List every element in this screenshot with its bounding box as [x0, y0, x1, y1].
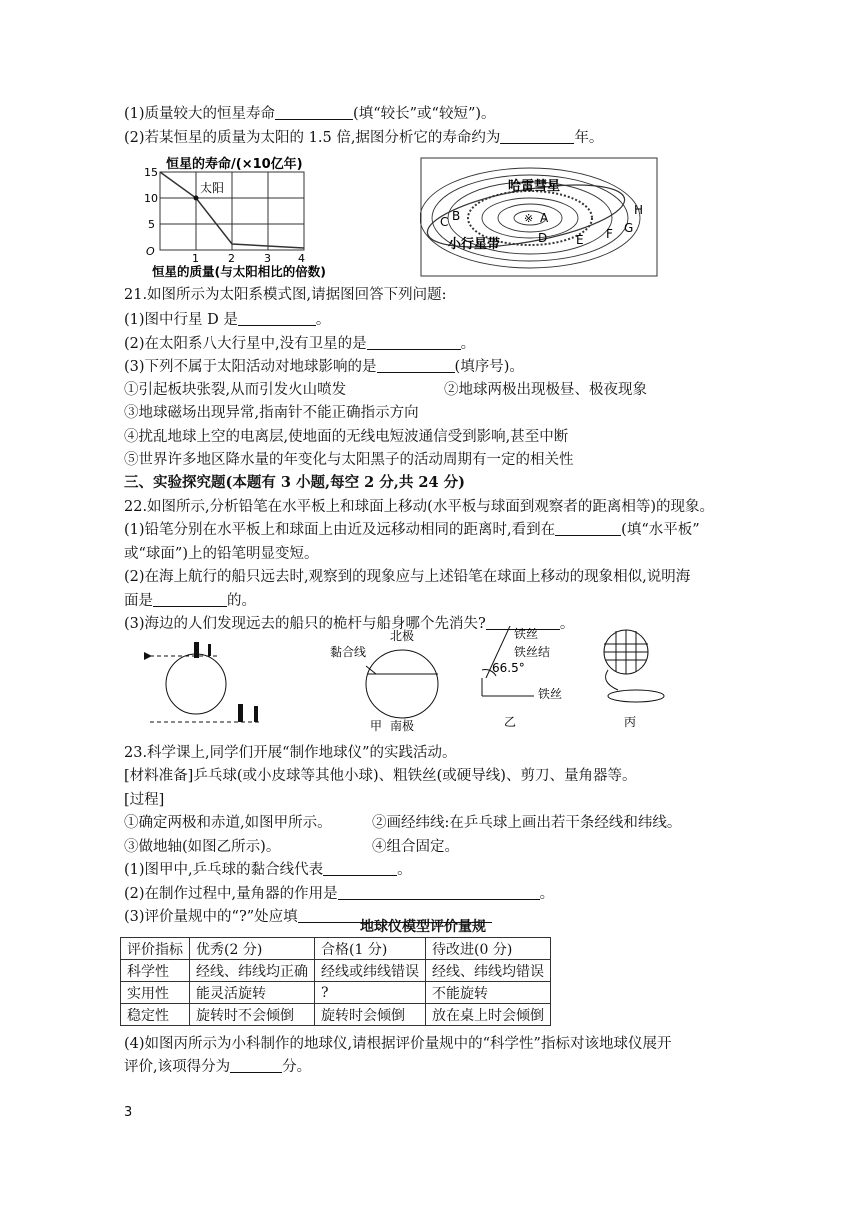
pencil-icon [254, 706, 258, 722]
planet-label: B [452, 209, 461, 223]
sun-symbol-icon: ※ [524, 212, 534, 225]
planet-label: D [538, 231, 548, 245]
chart-xtick: 2 [228, 252, 235, 265]
table-cell: ? [315, 982, 426, 1004]
q21-stem: 21.如图所示为太阳系模式图,请据图回答下列问题: [124, 287, 447, 303]
q22-sub1: (1)铅笔分别在水平板上和球面上由近及远移动相同的距离时,看到在 (填“水平板” [124, 522, 700, 538]
asteroid-belt-label: 小行星带 [448, 237, 501, 252]
q23-process: [过程] [124, 792, 165, 808]
planet-label: E [576, 233, 584, 247]
table-cell: 经线、纬线均正确 [190, 960, 315, 982]
fig-label: 乙 [504, 715, 517, 729]
solar-system-diagram [420, 152, 660, 280]
planet-label: G [624, 221, 634, 235]
q22-stem: 22.如图所示,分析铅笔在水平板上和球面上移动(水平板与球面到观察者的距离相等)的现象。 [124, 499, 714, 515]
chart-origin: O [146, 245, 155, 258]
fig-label: 铁丝 [514, 627, 539, 641]
table-header-cell: 评价指标 [121, 938, 190, 960]
fig-label: 北极 [390, 629, 415, 643]
q23-step-2: ②画经纬线:在乒乓球上画出若干条经线和纬线。 [372, 815, 682, 831]
chart-sun-label: 太阳 [200, 181, 225, 195]
table-header-cell: 待改进(0 分) [426, 938, 551, 960]
q21-sub3: (3)下列不属于太阳活动对地球影响的是 (填序号)。 [124, 359, 524, 375]
comet-label: 哈雷彗星 [508, 179, 561, 194]
section-heading: 三、实验探究题(本题有 3 小题,每空 2 分,共 24 分) [124, 474, 465, 491]
q20-sub1: (1)质量较大的恒星寿命 (填“较长”或“较短”)。 [124, 106, 496, 122]
rubric-title: 地球仪模型评价量规 [360, 919, 486, 935]
fig-label: 66.5° [492, 661, 525, 675]
experiment-figures [130, 626, 690, 732]
q22-sub3: (3)海边的人们发现远去的船只的桅杆与船身哪个先消失? 。 [124, 616, 575, 632]
table-header-cell: 合格(1 分) [315, 938, 426, 960]
table-cell: 能灵活旋转 [190, 982, 315, 1004]
table-cell: 不能旋转 [426, 982, 551, 1004]
table-row [121, 960, 551, 982]
table-cell: 实用性 [121, 982, 190, 1004]
chart-xtick: 4 [298, 252, 305, 265]
table-cell: 放在桌上时会倾倒 [426, 1004, 551, 1026]
q20-sub2: (2)若某恒星的质量为太阳的 1.5 倍,据图分析它的寿命约为 年。 [124, 130, 604, 146]
answer-blank[interactable] [323, 861, 397, 876]
option-2: ②地球两极出现极昼、极夜现象 [444, 382, 647, 398]
q23-sub1: (1)图甲中,乒乓球的黏合线代表 。 [124, 862, 412, 878]
planet-label: H [634, 203, 644, 217]
answer-blank[interactable] [367, 335, 461, 350]
answer-blank[interactable] [230, 1058, 282, 1073]
fig-label: 南极 [390, 719, 415, 732]
q23-sub4: (4)如图丙所示为小科制作的地球仪,请根据评价量规中的“科学性”指标对该地球仪展开 [124, 1036, 672, 1052]
fig-label: 黏合线 [330, 645, 367, 659]
chart-ylabel: 恒星的寿命/(×10亿年) [166, 157, 303, 172]
q23-step-3: ③做地轴(如图乙所示)。 [124, 839, 281, 855]
q22-sub2: (2)在海上航行的船只远去时,观察到的现象应与上述铅笔在球面上移动的现象相似,说明海 [124, 569, 691, 585]
table-cell: 经线或纬线错误 [315, 960, 426, 982]
planet-label: F [606, 227, 613, 241]
table-row [121, 1004, 551, 1026]
fig-label: 丙 [624, 715, 637, 729]
q21-sub1: (1)图中行星 D 是 。 [124, 312, 331, 328]
option-5: ⑤世界许多地区降水量的年变化与太阳黑子的活动周期有一定的相关性 [124, 452, 574, 468]
answer-blank[interactable] [377, 358, 455, 373]
pencil-icon [238, 704, 243, 722]
page-number: 3 [124, 1105, 133, 1120]
q23-sub4-cont: 评价,该项得分为 分。 [124, 1059, 312, 1075]
answer-blank[interactable] [338, 885, 540, 900]
q23-sub2: (2)在制作过程中,量角器的作用是 。 [124, 886, 555, 902]
table-cell: 稳定性 [121, 1004, 190, 1026]
lifespan-chart [120, 152, 400, 280]
eye-icon [144, 652, 152, 660]
answer-blank[interactable] [275, 105, 353, 120]
q23-materials: [材料准备]乒乓球(或小皮球等其他小球)、粗铁丝(或硬导线)、剪刀、量角器等。 [124, 768, 637, 784]
chart-xtick: 1 [192, 252, 199, 265]
pencil-icon [208, 644, 211, 656]
planet-label: A [540, 211, 549, 225]
chart-ytick: 10 [144, 192, 158, 205]
table-cell: 科学性 [121, 960, 190, 982]
q23-stem: 23.科学课上,同学们开展“制作地球仪”的实践活动。 [124, 745, 457, 761]
q23-step-4: ④组合固定。 [372, 839, 459, 855]
answer-blank[interactable] [238, 311, 316, 326]
chart-ytick: 5 [148, 218, 155, 231]
table-row [121, 982, 551, 1004]
table-cell: 旋转时不会倾倒 [190, 1004, 315, 1026]
q21-sub2: (2)在太阳系八大行星中,没有卫星的是 。 [124, 336, 476, 352]
fig-label: 甲 [370, 719, 383, 732]
rubric-table [120, 937, 551, 1026]
q22-sub2-cont: 面是 的。 [124, 593, 256, 609]
table-cell: 经线、纬线均错误 [426, 960, 551, 982]
option-3: ③地球磁场出现异常,指南针不能正确指示方向 [124, 405, 419, 421]
q22-sub1-cont: 或“球面”)上的铅笔明显变短。 [124, 546, 319, 562]
planet-label: C [440, 215, 449, 229]
fig-label: 铁丝 [538, 687, 563, 701]
answer-blank[interactable] [555, 521, 621, 536]
answer-blank[interactable] [153, 592, 227, 607]
answer-blank[interactable] [500, 129, 574, 144]
option-1: ①引起板块张裂,从而引发火山喷发 [124, 382, 347, 398]
chart-ytick: 15 [144, 166, 158, 179]
q23-step-1: ①确定两极和赤道,如图甲所示。 [124, 815, 332, 831]
option-4: ④扰乱地球上空的电离层,使地面的无线电短波通信受到影响,甚至中断 [124, 429, 569, 445]
chart-xtick: 3 [264, 252, 271, 265]
q23-sub3: (3)评价量规中的“?”处应填 [124, 907, 492, 927]
table-cell: 旋转时会倾倒 [315, 1004, 426, 1026]
chart-xlabel: 恒星的质量(与太阳相比的倍数) [152, 264, 326, 279]
pencil-icon [194, 642, 199, 658]
table-header-row [121, 938, 551, 960]
fig-label: 铁丝结 [514, 645, 551, 659]
table-header-cell: 优秀(2 分) [190, 938, 315, 960]
